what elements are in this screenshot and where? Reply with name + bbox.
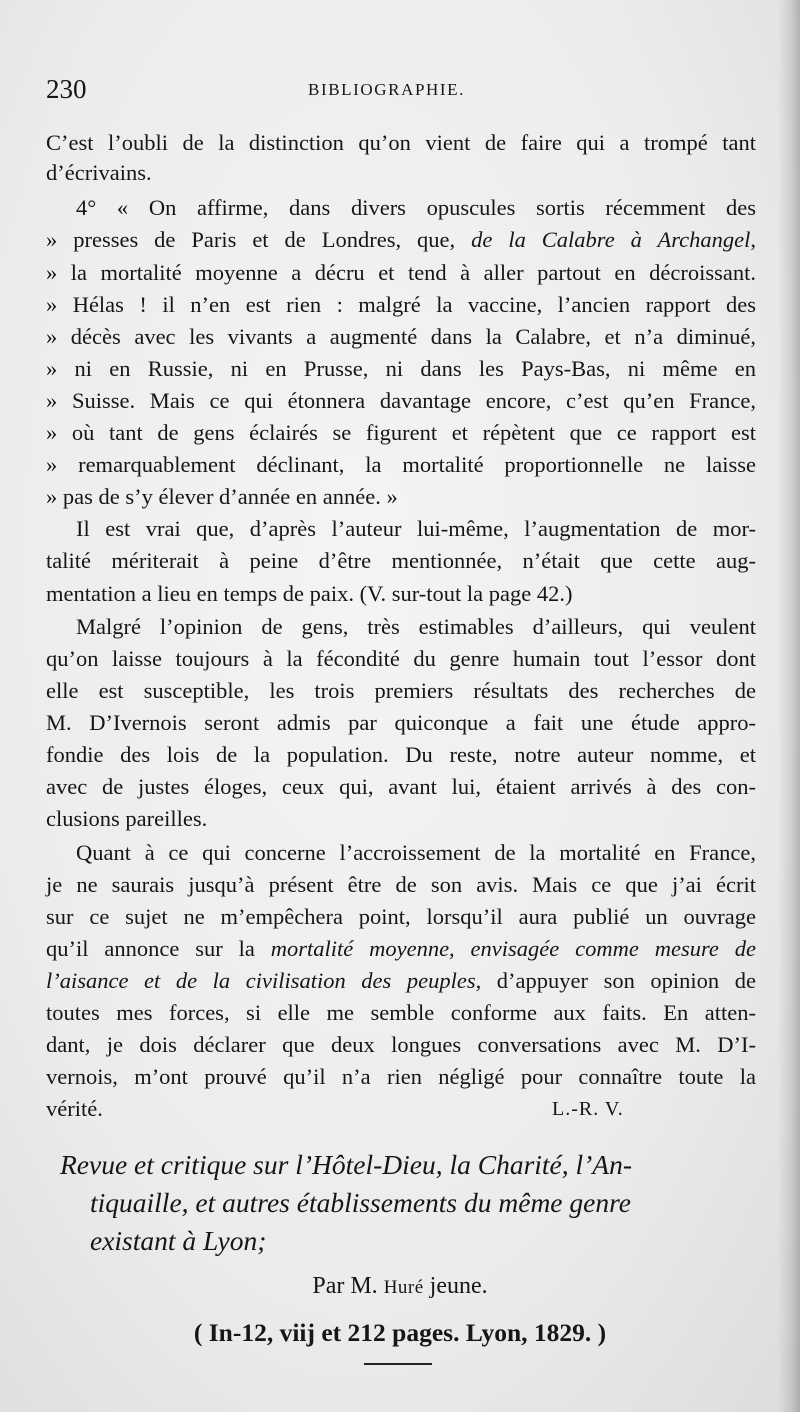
review-author: Par M. Huré jeune. xyxy=(312,1273,488,1299)
review-title-line: tiquaille, et autres établissements du même genre xyxy=(90,1187,631,1218)
text-line: » la mortalité moyenne a décru et tend à aller partout en décroissant. xyxy=(46,260,756,285)
text-line: elle est susceptible, les trois premiers résultats des recherches de xyxy=(46,678,756,703)
text-line: clusions pareilles. xyxy=(46,806,208,831)
text-line: » pas de s’y élever d’année en année. » xyxy=(46,484,398,509)
text-line: » ni en Russie, ni en Prusse, ni dans les Pays-Bas, ni même en xyxy=(46,356,756,381)
text-line: je ne saurais jusqu’à présent être de son avis. Mais ce que j’ai écrit xyxy=(46,872,756,897)
review-title-line: Revue et critique sur l’Hôtel-Dieu, la Charité, l’An- xyxy=(60,1149,633,1180)
text-line: » Hélas ! il n’en est rien : malgré la vaccine, l’ancien rapport des xyxy=(46,292,756,317)
running-head: BIBLIOGRAPHIE. xyxy=(308,80,465,99)
text-line: M. D’Ivernois seront admis par quiconque a fait une étude appro- xyxy=(46,710,756,735)
text-line: Quant à ce qui concerne l’accroissement de la mortalité en France, xyxy=(76,840,756,865)
text-line: » Suisse. Mais ce qui étonnera davantage encore, c’est qu’en France, xyxy=(46,388,756,413)
text-line: talité mériterait à peine d’être mentionnée, n’était que cette aug- xyxy=(46,548,756,573)
text-line: 4° « On affirme, dans divers opuscules sortis récemment des xyxy=(76,195,756,220)
text-line: » presses de Paris et de Londres, que, de la Calabre à Archangel, xyxy=(46,227,756,252)
page-header xyxy=(46,74,746,114)
text-line: Malgré l’opinion de gens, très estimables d’ailleurs, qui veulent xyxy=(76,614,756,639)
text-line: » décès avec les vivants a augmenté dans la Calabre, et n’a diminué, xyxy=(46,324,756,349)
text-line: vernois, m’ont prouvé qu’il n’a rien négligé pour connaître toute la xyxy=(46,1064,756,1089)
text-line: mentation a lieu en temps de paix. (V. sur-tout la page 42.) xyxy=(46,581,573,606)
text-line: dant, je dois déclarer que deux longues conversations avec M. D’I- xyxy=(46,1032,756,1057)
text-line: qu’il annonce sur la mortalité moyenne, envisagée comme mesure de xyxy=(46,936,757,961)
page-edge-shadow xyxy=(778,0,800,1412)
text-line: toutes mes forces, si elle me semble conforme aux faits. En atten- xyxy=(46,1000,756,1025)
signature: L.-R. V. xyxy=(552,1098,624,1120)
text-line: vérité. xyxy=(46,1096,103,1121)
text-line: fondie des lois de la population. Du reste, notre auteur nomme, et xyxy=(46,742,756,767)
text-line: avec de justes éloges, ceux qui, avant lui, étaient arrivés à des con- xyxy=(46,774,756,799)
page-number: 230 xyxy=(46,74,87,104)
text-line: d’écrivains. xyxy=(46,160,152,185)
section-rule xyxy=(364,1363,432,1365)
text-line: l’aisance et de la civilisation des peuples, d’appuyer son opinion de xyxy=(46,968,756,993)
review-imprint: ( In-12, viij et 212 pages. Lyon, 1829. ) xyxy=(193,1318,607,1347)
text-line: Il est vrai que, d’après l’auteur lui-même, l’augmentation de mor- xyxy=(76,516,756,541)
text-line: sur ce sujet ne m’empêchera point, lorsqu’il aura publié un ouvrage xyxy=(46,904,756,929)
text-line: qu’on laisse toujours à la fécondité du genre humain tout l’essor dont xyxy=(46,646,756,671)
text-line: C’est l’oubli de la distinction qu’on vient de faire qui a trompé tant xyxy=(46,130,756,155)
text-line: » remarquablement déclinant, la mortalité proportionnelle ne laisse xyxy=(46,452,756,477)
review-title-line: existant à Lyon; xyxy=(90,1225,267,1256)
text-line: » où tant de gens éclairés se figurent et répètent que ce rapport est xyxy=(46,420,756,445)
